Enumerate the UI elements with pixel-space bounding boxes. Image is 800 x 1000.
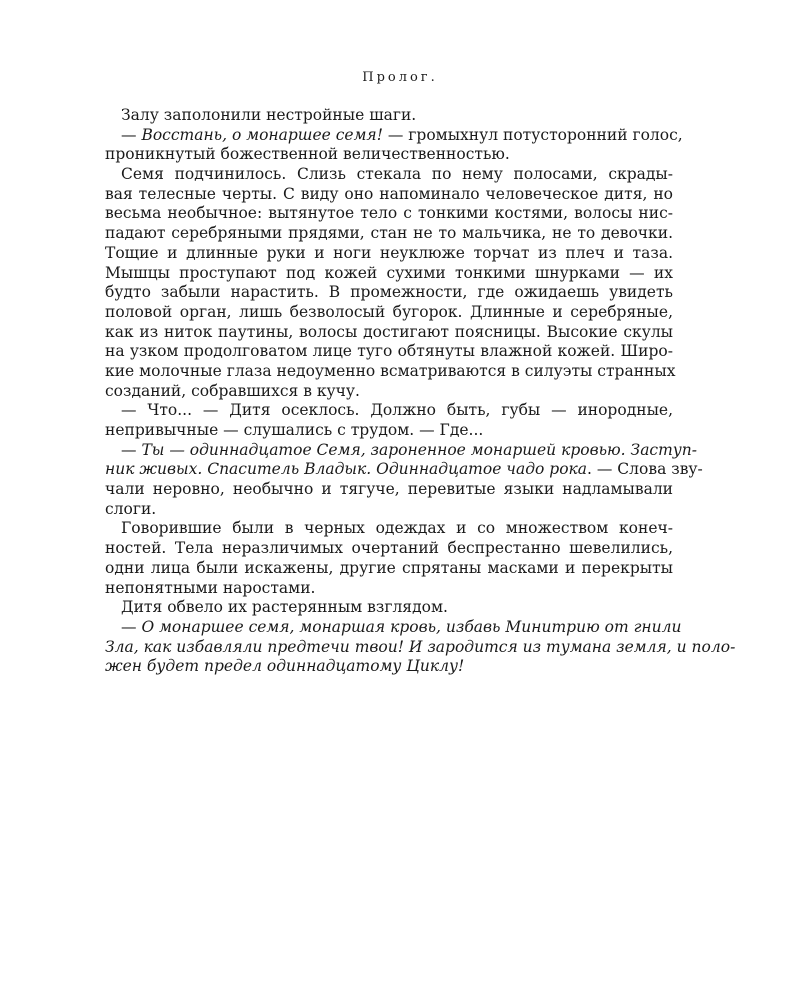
text-line bbox=[105, 244, 673, 264]
text-line bbox=[105, 539, 673, 559]
text-line bbox=[105, 361, 676, 382]
text-line bbox=[105, 145, 673, 165]
text-line bbox=[105, 204, 673, 224]
text-line bbox=[105, 125, 683, 146]
text-line bbox=[105, 519, 673, 539]
text-line bbox=[105, 421, 673, 441]
text-line bbox=[105, 106, 673, 126]
text-line bbox=[105, 579, 673, 599]
paragraph bbox=[105, 125, 683, 165]
text-segment: половой орган, лишь безволосый бугорок. Длинные и серебряные, bbox=[105, 302, 673, 321]
italic-segment: жен будет предел одиннадцатому Циклу! bbox=[105, 657, 465, 676]
text-line bbox=[105, 500, 673, 520]
italic-segment: Ты — одиннадцатое Семя, зароненное монаршей кровью. Заступ- bbox=[141, 440, 698, 459]
text-segment: — bbox=[121, 125, 142, 144]
text-segment: — bbox=[121, 440, 142, 459]
text-segment: — bbox=[121, 617, 142, 636]
text-segment: Дитя обвело их растерянным взглядом. bbox=[121, 598, 448, 617]
text-line bbox=[105, 637, 736, 658]
chapter-body bbox=[105, 106, 736, 677]
text-segment: . — Слова зву- bbox=[587, 460, 703, 479]
text-segment: ностей. Тела неразличимых очертаний беспрестанно шевелились, bbox=[105, 539, 673, 558]
text-line bbox=[105, 382, 673, 402]
text-line bbox=[105, 460, 703, 480]
text-segment: как из ниток паутины, волосы достигают поясницы. Высокие скулы bbox=[105, 322, 673, 341]
text-segment: созданий, собравшихся в кучу. bbox=[105, 381, 360, 400]
text-segment: Семя подчинилось. Слизь стекала по нему полосами, скрады- bbox=[121, 165, 673, 184]
text-line bbox=[105, 617, 682, 638]
text-segment: — громыхнул потусторонний голос, bbox=[382, 125, 683, 144]
text-line bbox=[105, 598, 673, 618]
text-segment: чали неровно, необычно и тягуче, перевитые языки надламывали bbox=[105, 480, 673, 499]
text-line bbox=[105, 342, 673, 362]
text-segment: будто забыли нарастить. В промежности, где ожидаешь увидеть bbox=[105, 283, 673, 302]
text-segment: вая телесные черты. С виду оно напоминало человеческое дитя, но bbox=[105, 184, 673, 203]
paragraph bbox=[105, 106, 673, 126]
chapter-title: Пролог. bbox=[362, 70, 438, 85]
text-line bbox=[105, 480, 673, 500]
text-segment: непонятными наростами. bbox=[105, 578, 316, 597]
text-segment: весьма необычное: вытянутое тело с тонкими костями, волосы нис- bbox=[105, 204, 673, 223]
text-segment: одни лица были искажены, другие спрятаны масками и перекрыты bbox=[105, 558, 673, 577]
text-segment: кие молочные глаза недоуменно всматриваются в силуэты странных bbox=[105, 361, 676, 380]
text-segment: Говорившие были в черных одеждах и со множеством конеч- bbox=[121, 519, 673, 538]
text-segment: падают серебряными прядями, стан не то мальчика, не то девочки. bbox=[105, 224, 673, 243]
text-segment: Тощие и длинные руки и ноги неуклюже торчат из плеч и таза. bbox=[105, 243, 673, 262]
paragraph bbox=[105, 440, 703, 520]
text-line bbox=[105, 165, 673, 185]
paragraph bbox=[105, 598, 673, 618]
italic-segment: О монаршее семя, монаршая кровь, избавь Минитрию от гнили bbox=[141, 617, 682, 636]
text-line bbox=[105, 657, 673, 677]
text-line bbox=[105, 264, 673, 284]
text-line bbox=[105, 303, 673, 323]
text-segment: Мышцы проступают под кожей сухими тонкими шнурками — их bbox=[105, 263, 673, 282]
text-segment: проникнутый божественной величественностью. bbox=[105, 145, 510, 164]
paragraph bbox=[105, 165, 676, 401]
text-line bbox=[105, 440, 698, 461]
italic-segment: Восстань, о монаршее семя! bbox=[141, 125, 383, 144]
text-segment: на узком продолговатом лице туго обтянуты влажной кожей. Широ- bbox=[105, 342, 673, 361]
text-segment: — Что... — Дитя осеклось. Должно быть, губы — инородные, bbox=[121, 401, 673, 420]
text-line bbox=[105, 283, 673, 303]
paragraph bbox=[105, 401, 673, 440]
text-line bbox=[105, 559, 673, 579]
text-line bbox=[105, 401, 673, 421]
paragraph bbox=[105, 617, 736, 677]
italic-segment: Зла, как избавляли предтечи твои! И зародится из тумана земля, и поло- bbox=[105, 637, 736, 656]
text-segment: Залу заполонили нестройные шаги. bbox=[121, 106, 417, 124]
text-line bbox=[105, 323, 673, 343]
text-segment: слоги. bbox=[105, 499, 157, 518]
italic-segment: ник живых. Спаситель Владык. Одиннадцатое чадо рока bbox=[105, 460, 588, 479]
paragraph bbox=[105, 519, 673, 598]
text-segment: непривычные — слушались с трудом. — Где... bbox=[105, 421, 484, 439]
text-line bbox=[105, 224, 673, 244]
text-line bbox=[105, 185, 673, 205]
